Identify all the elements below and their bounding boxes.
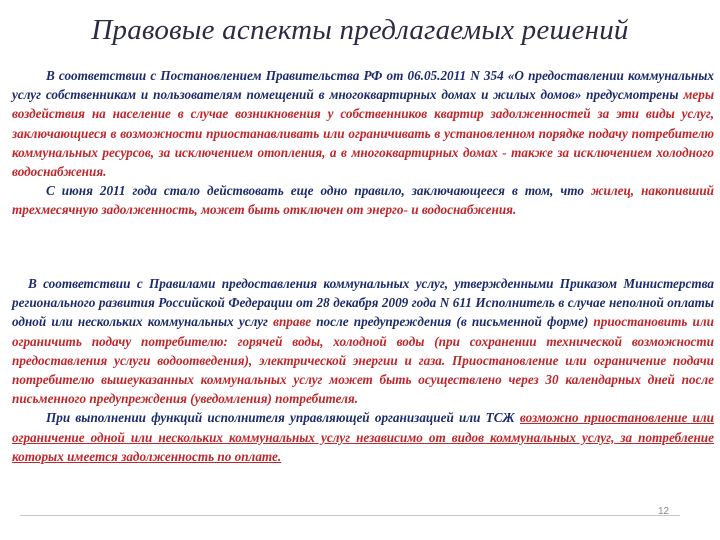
text-block-1: [12, 66, 714, 220]
text-run: жилец, накопивший трехмесячную задолженность, может быть отключен от энерго- и водоснабжения.: [12, 183, 714, 218]
text-run: Приостановление или ограничение подачи потребителю вышеуказанных коммунальных услуг может быть осуществлено через 30 календарных дней после письменного предупреждения (уведомления) потребителя.: [12, 352, 714, 407]
text-run: возможно приостановление или ограничение одной или нескольких коммунальных услуг независимо от видов коммунальных услуг, за потребление которых имеется задолженность по оплате.: [12, 410, 714, 464]
text-run: меры воздействия на население в случае возникновения у собственников квартир задолженностей за эти виды услуг, заключающиеся в возможности приостанавливать или ограничивать в установленном порядке подачу потребителю коммунальных ресурсов, за исключением отопления, а в многоквартирных домах - также за исключением холодного водоснабжения.: [12, 87, 714, 180]
paragraph: [12, 408, 714, 466]
paragraph: [12, 66, 714, 181]
paragraph: [12, 274, 714, 408]
text-block-2: [12, 274, 714, 466]
text-run: вправе: [273, 314, 312, 330]
text-run: В соответствии с Правилами предоставления коммунальных услуг, утвержденными Приказом Министерства регионального развития Российской Федерации от 28 декабря 2009 года N 611 Исполнитель в случае неполной оплаты одной или нескольких коммунальных услуг: [12, 276, 714, 330]
text-run: С июня 2011 года стало действовать еще одно правило, заключающееся в том, что: [46, 183, 591, 199]
text-run: При выполнении функций исполнителя управляющей организацией или ТСЖ: [46, 410, 520, 426]
paragraph: [12, 181, 714, 219]
footer-divider: [20, 515, 680, 516]
slide-title: Правовые аспекты предлагаемых решений: [91, 14, 629, 46]
page-number: 12: [658, 506, 670, 517]
text-run: приостановить или ограничить подачу потребителю: горячей воды, холодной воды (при сохранении технической возможности предоставления услуги водоотведения), электрической энергии и газа.: [12, 314, 714, 368]
text-run: после предупреждения (в письменной форме): [311, 314, 594, 330]
text-run: В соответствии с Постановлением Правительства РФ от 06.05.2011 N 354 «О предоставлении коммунальных услуг собственникам и пользователям помещений в многоквартирных домах и жилых домов» предусмотрены: [12, 68, 714, 103]
